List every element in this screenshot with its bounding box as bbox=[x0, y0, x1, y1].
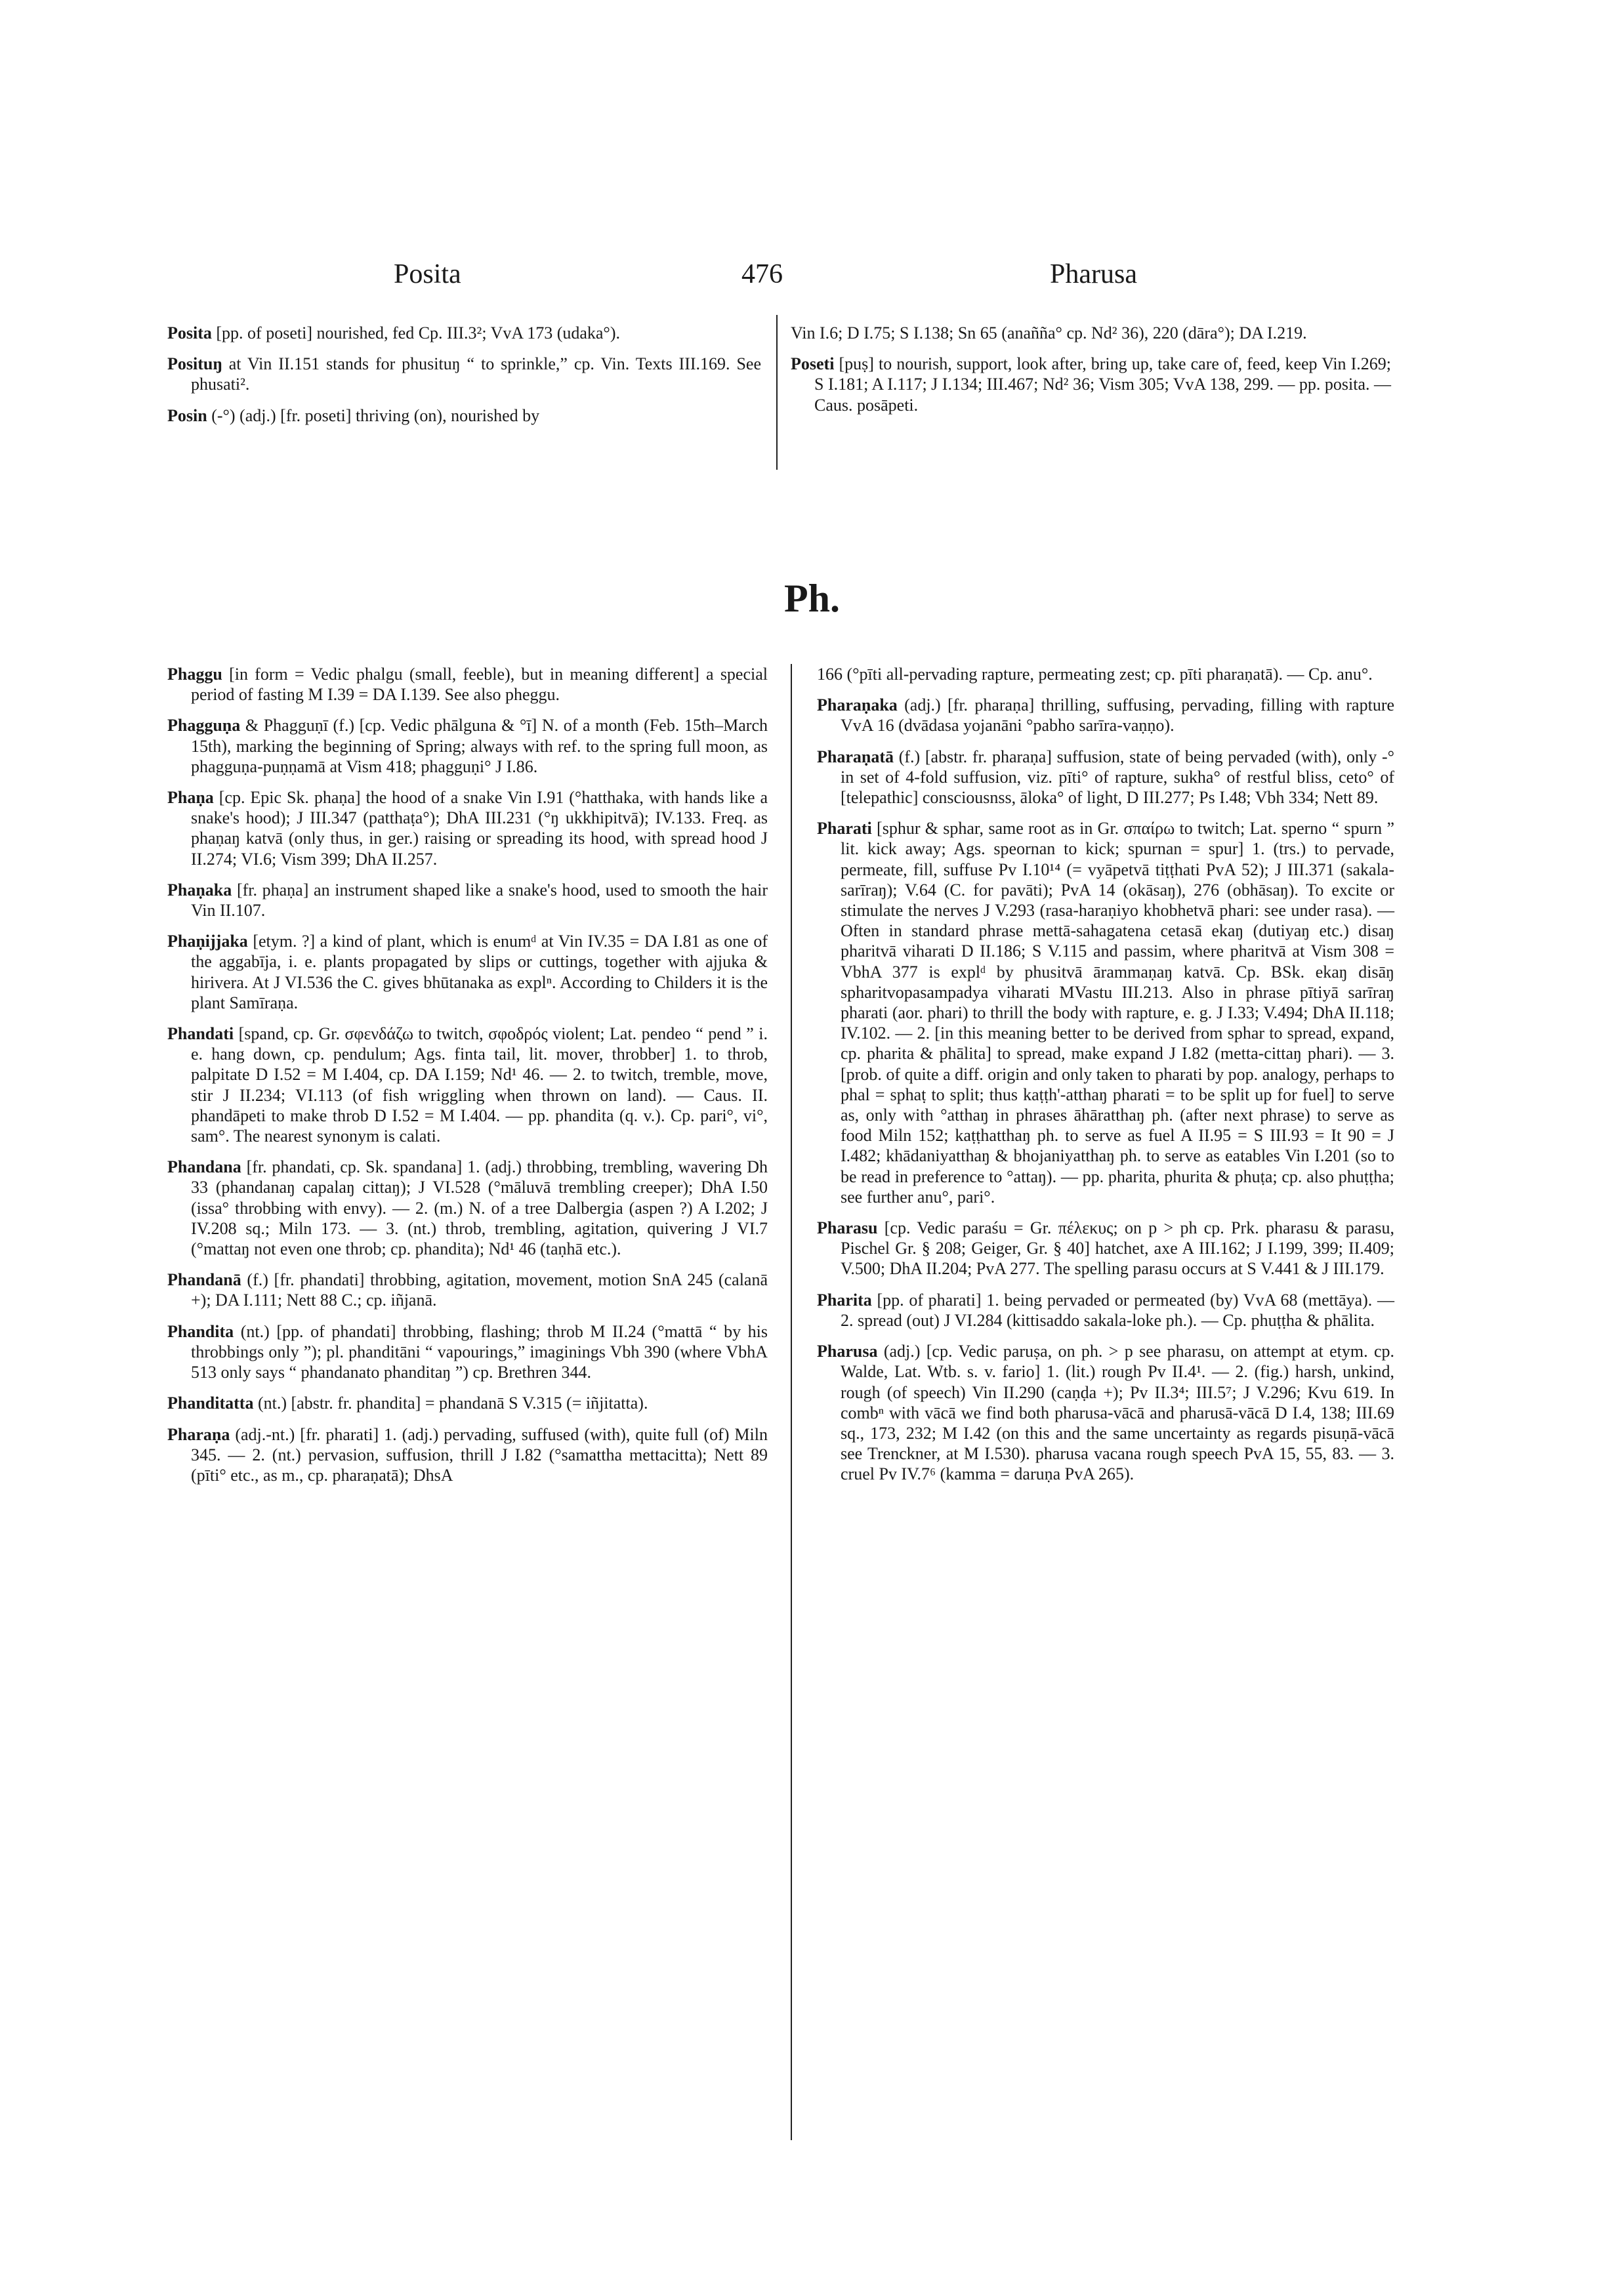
dictionary-entry bbox=[167, 880, 768, 920]
dictionary-entry bbox=[817, 1341, 1394, 1484]
entry-definition: (nt.) [pp. of phandati] throbbing, flashing; throb M II.24 (°mattā “ by his throbbings only ”); pl. phanditāni “ vapourings,” imaginings Vbh 390 (where VbhA 513 only says “ phandanato phanditaŋ ”) cp. Brethren 344. bbox=[191, 1321, 768, 1382]
column-divider-top bbox=[776, 315, 778, 470]
headword: Pharasu bbox=[817, 1218, 878, 1238]
dictionary-entry bbox=[167, 1157, 768, 1259]
entry-definition: [spand, cp. Gr. σφενδάζω to twitch, σφοδρός violent; Lat. pendeo “ pend ” i. e. hang down, cp. pendulum; Ags. finta tail, lit. mover, throbber] 1. to throb, palpitate D I.52 = M I.404, cp. DA I.159; Nd¹ 46. — 2. to twitch, tremble, move, stir J II.234; VI.113 (of fish wriggling when thrown on land). — Caus. II. phandāpeti to make throb D I.52 = M I.404. — pp. phandita (q. v.). Cp. pari°, vi°, sam°. The nearest synonym is calati. bbox=[191, 1024, 768, 1146]
top-left-column bbox=[167, 323, 761, 474]
entry-definition: (f.) [abstr. fr. pharaṇa] suffusion, state of being pervaded (with), only -° in set of 4-fold suffusion, viz. pīti° of rapture, sukha° of restful bliss, ceto° of [telepathic] consciousnss, āloka° of light, D III.277; Ps I.48; Vbh 334; Nett 89. bbox=[841, 747, 1395, 808]
entry-definition: [fr. phandati, cp. Sk. spandana] 1. (adj.) throbbing, trembling, wavering Dh 33 (phandanaŋ capalaŋ cittaŋ); J VI.528 (°māluvā trembling creeper); DhA I.50 (issa° throbbing with envy). — 2. (m.) N. of a tree Dalbergia (aspen ?) A I.202; J IV.208 sq.; Miln 173. — 3. (nt.) throb, trembling, agitation, quivering J VI.7 (°mattaŋ not even one throb; cp. phandita); Nd¹ 46 (taṇhā etc.). bbox=[191, 1157, 768, 1259]
dictionary-entry bbox=[817, 1290, 1394, 1331]
entry-definition: [pp. of pharati] 1. being pervaded or permeated (by) VvA 68 (mettāya). — 2. spread (out) J VI.284 (kittisaddo sakala-loke ph.). — Cp. phuṭṭha & phālita. bbox=[841, 1290, 1395, 1330]
entry-definition: (adj.) [cp. Vedic paruṣa, on ph. > p see pharasu, on attempt at etym. cp. Walde, Lat. Wtb. s. v. fario] 1. (lit.) rough Pv II.4¹. — 2. (fig.) harsh, unkind, rough (of speech) Vin II.290 (caṇḍa +); Pv II.3⁴; III.5⁷; J V.296; Kvu 619. In combⁿ with vācā we find both pharusa-vācā and pharusā-vācā D I.4, 138; III.69 sq., 173, 232; M I.42 (on this and the same uncertainty as regards pisuṇā-vācā see Trenckner, at M I.530). pharusa vacana rough speech PvA 15, 55, 83. — 3. cruel Pv IV.7⁶ (kamma = daruṇa PvA 265). bbox=[841, 1342, 1395, 1484]
headword: Pharaṇaka bbox=[817, 695, 898, 715]
left-column bbox=[167, 664, 768, 2140]
headword: Pharusa bbox=[817, 1342, 878, 1361]
entry-definition: [etym. ?] a kind of plant, which is enumᵈ at Vin IV.35 = DA I.81 as one of the aggabīja, i. e. plants propagated by slips or cuttings, together with ajjuka & hirivera. At J VI.536 the C. gives bhūtanaka as explⁿ. According to Childers it is the plant Samīraṇa. bbox=[191, 932, 768, 1012]
column-divider-main bbox=[791, 664, 792, 2140]
top-right-column bbox=[791, 323, 1391, 474]
headword: Phaṇijjaka bbox=[167, 932, 248, 951]
entry-definition: (adj.-nt.) [fr. pharati] 1. (adj.) pervading, suffused (with), quite full (of) Miln 345. — 2. (nt.) pervasion, suffusion, thrill J I.82 (°samattha mettacitta); Nett 89 (pīti° etc., as m., cp. pharaṇatā); DhsA bbox=[191, 1424, 768, 1485]
headword: Pharaṇatā bbox=[817, 747, 894, 766]
dictionary-entry bbox=[817, 1218, 1394, 1279]
headword: Pharaṇa bbox=[167, 1424, 230, 1444]
dictionary-entry bbox=[167, 1321, 768, 1383]
entry-definition: [puṣ] to nourish, support, look after, bring up, take care of, feed, keep Vin I.269; S I.181; A I.117; J I.134; III.467; Nd² 36; Vism 305; VvA 138, 299. — pp. posita. — Caus. posāpeti. bbox=[814, 354, 1391, 415]
entry-definition: & Phagguṇī (f.) [cp. Vedic phālguna & °ī] N. of a month (Feb. 15th–March 15th), marking the beginning of Spring; always with ref. to the spring full moon, as phagguṇa-puṇṇamā at Vism 418; phagguṇi° J I.86. bbox=[191, 716, 768, 776]
entry-definition: [in form = Vedic phalgu (small, feeble), but in meaning different] a special period of fasting M I.39 = DA I.139. See also pheggu. bbox=[191, 665, 768, 705]
headword: Posita bbox=[167, 323, 212, 342]
entry-definition: (f.) [fr. phandati] throbbing, agitation, movement, motion SnA 245 (calanā +); DA I.111; Nett 88 C.; cp. iñjanā. bbox=[191, 1270, 768, 1310]
page-number: 476 bbox=[741, 259, 783, 289]
headword: Phandana bbox=[167, 1157, 241, 1177]
headword: Phaṇa bbox=[167, 788, 214, 808]
right-column bbox=[817, 664, 1394, 2140]
running-head-left: Posita bbox=[394, 259, 461, 289]
headword: Phagguṇa bbox=[167, 716, 241, 735]
entry-definition: (adj.) [fr. pharaṇa] thrilling, suffusing, pervading, filling with rapture VvA 16 (dvādasa yojanāni °pabho sarīra-vaṇṇo). bbox=[841, 695, 1395, 735]
entry-definition: [pp. of poseti] nourished, fed Cp. III.3²; VvA 173 (udaka°). bbox=[216, 323, 620, 342]
dictionary-entry bbox=[167, 405, 761, 426]
dictionary-entry bbox=[167, 787, 768, 869]
dictionary-entry bbox=[817, 664, 1394, 684]
dictionary-entry bbox=[167, 1424, 768, 1486]
entry-definition: (nt.) [abstr. fr. phandita] = phandanā S V.315 (= iñjitatta). bbox=[257, 1394, 648, 1413]
dictionary-entry bbox=[791, 354, 1391, 415]
headword: Phaṇaka bbox=[167, 880, 232, 899]
entry-definition: [fr. phaṇa] an instrument shaped like a snake's hood, used to smooth the hair Vin II.107. bbox=[191, 880, 768, 920]
headword: Posin bbox=[167, 405, 207, 425]
headword: Phanditatta bbox=[167, 1394, 254, 1413]
dictionary-entry bbox=[167, 1393, 768, 1413]
entry-definition: [sphur & sphar, same root as in Gr. σπαίρω to twitch; Lat. sperno “ spurn ” lit. kick away; Ags. speornan to kick; spurnan = spur] 1. (trs.) to pervade, permeate, fill, suffuse Pv I.10¹⁴ (= vyāpetvā tiṭṭhati PvA 52); J III.371 (sakala-sarīraŋ); V.64 (C. for pavāti); PvA 14 (okāsaŋ), 276 (obhāsaŋ). To excite or stimulate the nerves J V.293 (rasa-haraṇiyo khobhetvā phari: see under rasa). — Often in standard phrase mettā-sahagatena cetasā ekaŋ (dutiyaŋ etc.) disaŋ pharitvā viharati D II.186; S V.115 and passim, where pharitvā at Vism 308 = VbhA 377 is explᵈ by phusitvā ārammaṇaŋ katvā. Cp. BSk. ekaŋ disāŋ spharitvopasampadya viharati MVastu III.213. Also in phrase pītiyā sarīraŋ pharati (aor. phari) to thrill the body with rapture, e. g. J I.33; V.494; DhA II.118; IV.102. — 2. [in this meaning better to be derived from sphar to spread, expand, cp. pharita & phālita] to spread, make expand J I.82 (metta-cittaŋ phari). — 3. [prob. of quite a diff. origin and only taken to pharati by pop. analogy, perhaps to phal = sphaṭ to split; thus kaṭṭh'-atthaŋ pharati = to be split up for fuel] to serve as, only with °atthaŋ in phrases āhāratthaŋ ph. (after next phrase) to serve as food Miln 152; kaṭṭhatthaŋ ph. to serve as fuel A II.95 = S III.93 = It 90 = J I.482; khādaniyatthaŋ & bhojaniyatthaŋ ph. to serve as eatables Vin I.201 (so to be read in preference to °attaŋ). — pp. pharita, phurita & phuṭa; cp. also phuṭṭha; see further anu°, pari°. bbox=[841, 819, 1394, 1207]
section-heading: Ph. bbox=[783, 577, 841, 620]
headword: Poseti bbox=[791, 354, 835, 374]
dictionary-entry bbox=[167, 354, 761, 394]
entry-definition: Vin I.6; D I.75; S I.138; Sn 65 (anañña° cp. Nd² 36), 220 (dāra°); DA I.219. bbox=[791, 323, 1307, 342]
running-head-right: Pharusa bbox=[1050, 259, 1137, 289]
dictionary-entry bbox=[167, 664, 768, 705]
entry-definition: [cp. Vedic paraśu = Gr. πέλεκυς; on p > ph cp. Prk. pharasu & parasu, Pischel Gr. § 208; Geiger, Gr. § 40] hatchet, axe A III.162; J I.199, 399; II.409; V.500; DhA II.204; PvA 277. The spelling parasu occurs at S V.441 & J III.179. bbox=[841, 1218, 1394, 1279]
headword: Phandita bbox=[167, 1321, 234, 1341]
dictionary-entry bbox=[791, 323, 1391, 343]
dictionary-entry bbox=[167, 323, 761, 343]
headword: Pharati bbox=[817, 819, 872, 838]
entry-definition: 166 (°pīti all-pervading rapture, permeating zest; cp. pīti pharaṇatā). — Cp. anu°. bbox=[817, 665, 1373, 684]
headword: Pharita bbox=[817, 1290, 872, 1310]
headword: Phandanā bbox=[167, 1270, 241, 1290]
entry-definition: at Vin II.151 stands for phusituŋ “ to sprinkle,” cp. Vin. Texts III.169. See phusati². bbox=[191, 354, 761, 394]
dictionary-entry bbox=[817, 695, 1394, 735]
entry-definition: (-°) (adj.) [fr. poseti] thriving (on), nourished by bbox=[211, 405, 540, 425]
headword: Phaggu bbox=[167, 665, 222, 684]
dictionary-entry bbox=[167, 1023, 768, 1146]
dictionary-entry bbox=[167, 1270, 768, 1310]
headword: Posituŋ bbox=[167, 354, 222, 374]
dictionary-entry bbox=[167, 931, 768, 1013]
dictionary-entry bbox=[817, 747, 1394, 808]
dictionary-entry bbox=[167, 715, 768, 777]
dictionary-entry bbox=[817, 818, 1394, 1207]
headword: Phandati bbox=[167, 1024, 234, 1044]
entry-definition: [cp. Epic Sk. phaṇa] the hood of a snake Vin I.91 (°hatthaka, with hands like a snake's hood); J III.347 (patthaṭa°); DhA III.231 (°ŋ ukkhipitvā); IV.133. Freq. as phaṇaŋ katvā (only thus, in ger.) raising or spreading its hood, with spread hood J II.274; VI.6; Vism 399; DhA II.257. bbox=[191, 788, 768, 869]
